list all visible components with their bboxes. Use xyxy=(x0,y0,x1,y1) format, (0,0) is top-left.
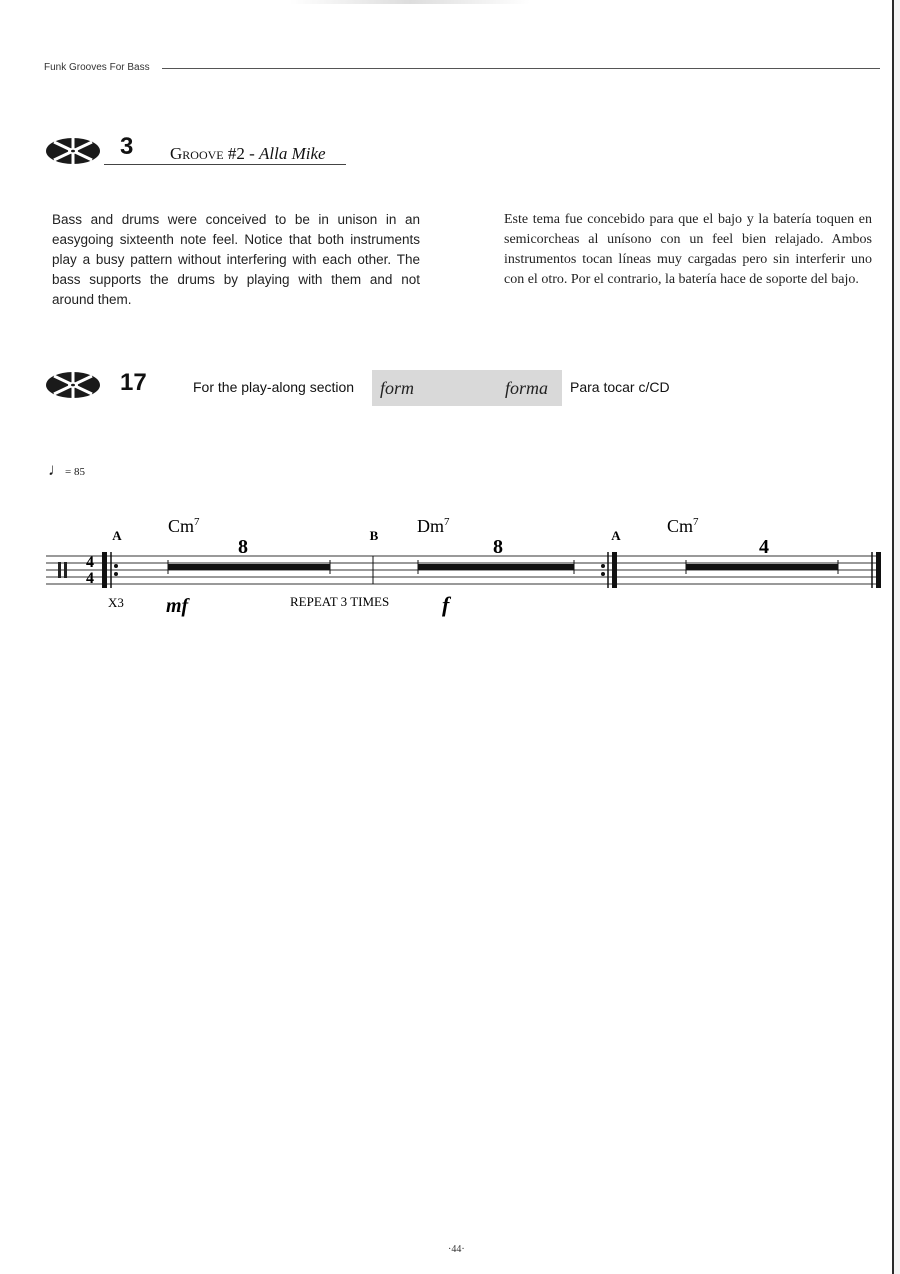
playalong-label-es: Para tocar c/CD xyxy=(570,379,670,395)
repeat-times-label: X3 xyxy=(108,595,124,610)
final-barline-thick xyxy=(876,552,881,588)
repeat-dot xyxy=(114,564,118,568)
groove-title-prefix: Groove #2 - xyxy=(170,144,260,163)
multirest-bar xyxy=(168,564,330,570)
dynamic-forte: f xyxy=(442,592,450,617)
chord-symbol: Dm$^7$ xyxy=(417,516,450,536)
playalong-track-number: 17 xyxy=(120,369,147,396)
running-header: Funk Grooves For Bass xyxy=(44,62,150,73)
quarter-note-icon: ♩ xyxy=(48,460,65,479)
time-signature-top: 4 xyxy=(86,554,94,571)
percussion-clef xyxy=(64,562,67,578)
multirest-count: 8 xyxy=(493,536,503,558)
multirest-bar xyxy=(418,564,574,570)
groove-title-name: Alla Mike xyxy=(259,144,326,163)
repeat-dot xyxy=(601,572,605,576)
form-word-es: forma xyxy=(505,378,549,398)
multirest-count: 4 xyxy=(759,536,769,558)
description-spanish: Este tema fue concebido para que el bajo y la batería toquen en semicorcheas al unísono con un feel bien relajado. Ambos instrumentos tocan líneas muy cargadas pero sin interferir uno con el otro. Por el contrario, la batería hace de soporte del bajo. xyxy=(504,212,872,287)
form-word-en: form xyxy=(380,378,415,398)
track-number: 3 xyxy=(120,133,134,160)
playalong-label-en: For the play-along section xyxy=(193,379,355,395)
page-number: ·44· xyxy=(448,1244,465,1255)
rehearsal-mark-a: A xyxy=(611,528,621,543)
repeat-dot xyxy=(114,572,118,576)
tempo-value: = 85 xyxy=(65,466,85,478)
repeat-instruction: REPEAT 3 TIMES xyxy=(290,594,390,609)
repeat-dot xyxy=(601,564,605,568)
repeat-start-thick xyxy=(102,552,107,588)
rehearsal-mark-b: B xyxy=(369,528,379,543)
time-signature-bottom: 4 xyxy=(86,570,94,587)
multirest-bar xyxy=(686,564,838,570)
rehearsal-mark-a: A xyxy=(112,528,122,543)
chord-symbol: Cm$^7$ xyxy=(667,516,699,536)
dynamic-mezzo-forte: mf xyxy=(166,595,189,617)
description-english: Bass and drums were conceived to be in unison in an easygoing sixteenth note feel. Notice that both instruments play a busy pattern without interfering with each other. The bass supports the drums by playing with them and not around them. xyxy=(52,212,420,307)
chord-symbol: Cm$^7$ xyxy=(168,516,200,536)
repeat-end-thick xyxy=(612,552,617,588)
percussion-clef xyxy=(58,562,61,578)
multirest-count: 8 xyxy=(238,536,248,558)
